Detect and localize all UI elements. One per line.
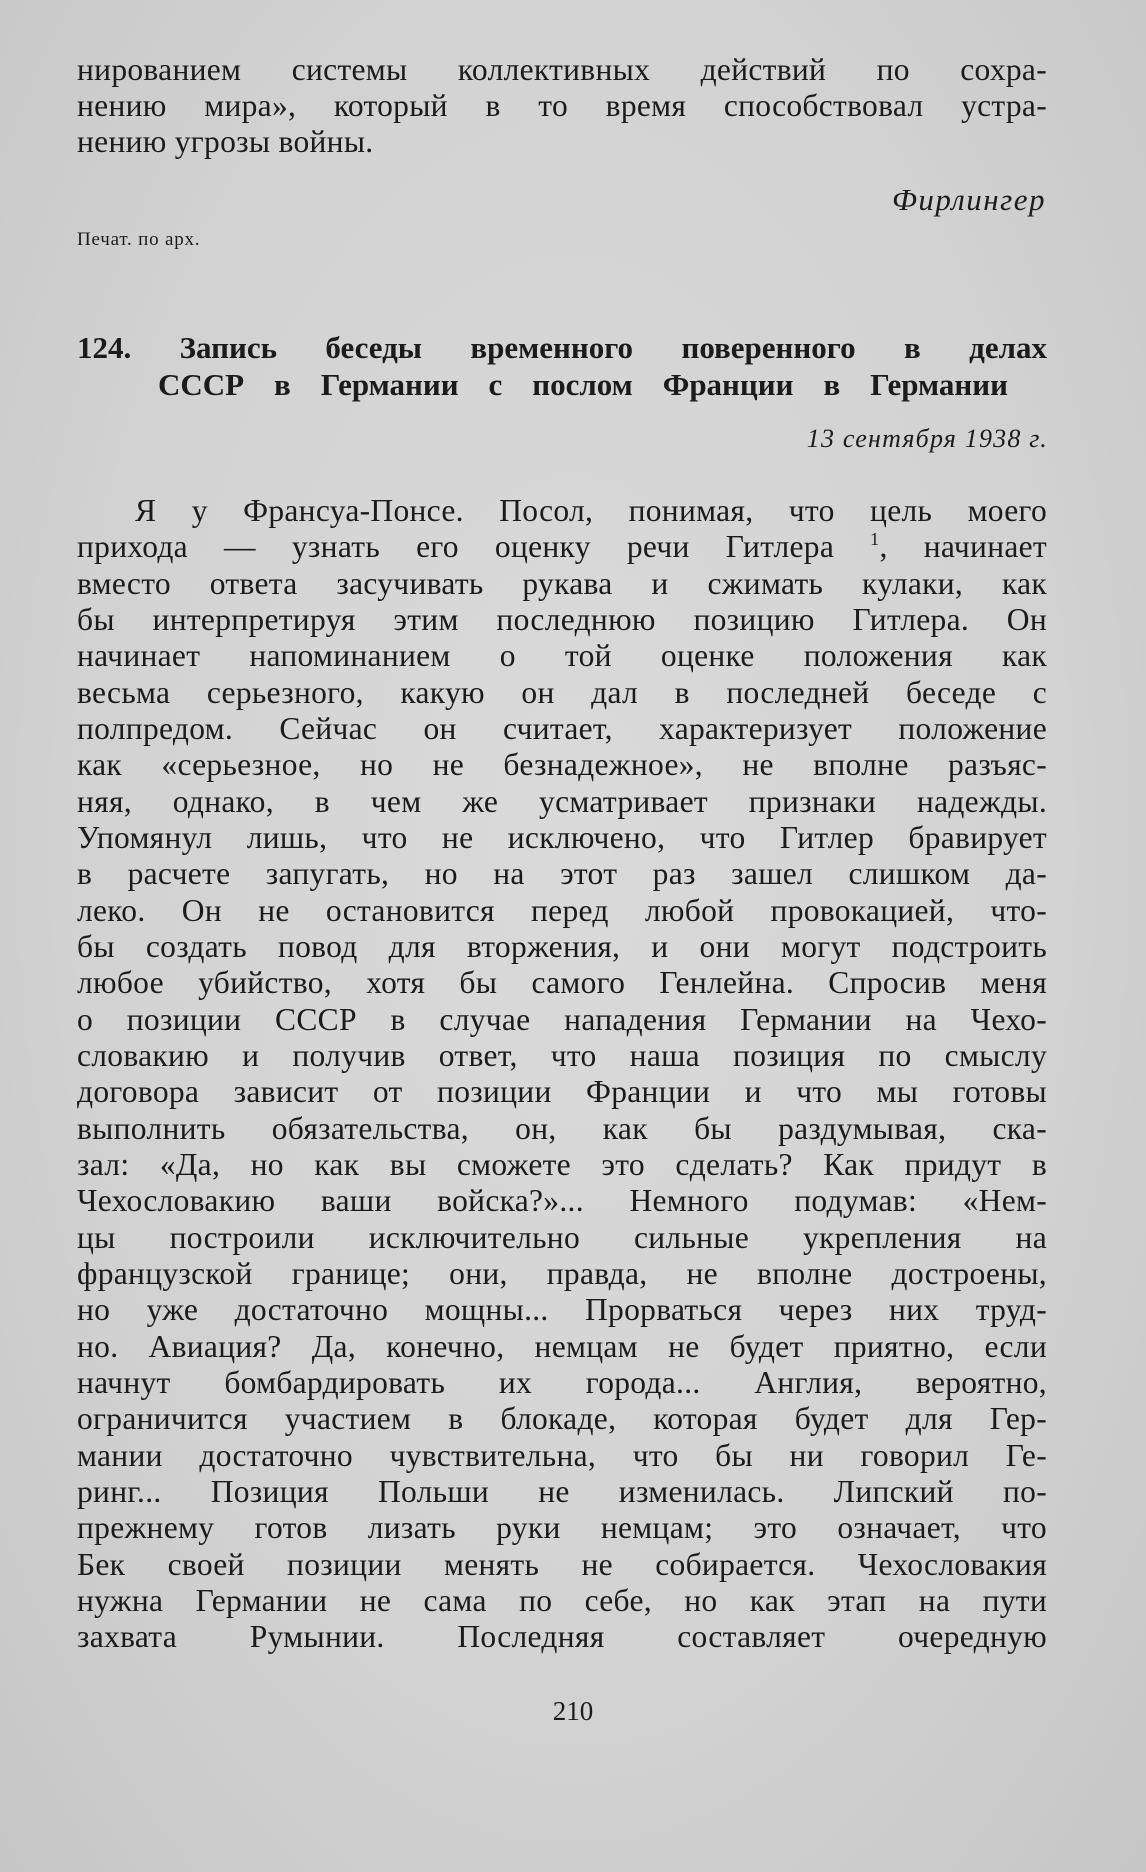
document-title-line-2: СССР в Германии с послом Франции в Германии	[158, 367, 1008, 402]
body-line-3: вместо ответа засучивать рукава и сжимать кулаки, как	[77, 566, 1047, 601]
body-line-1: Я у Франсуа-Понсе. Посол, понимая, что цель моего	[135, 493, 1047, 528]
body-line-31: нужна Германии не сама по себе, но как этап на пути	[77, 1583, 1047, 1618]
body-line-7: полпредом. Сейчас он считает, характеризует положение	[77, 711, 1047, 746]
body-line-10: Упомянул лишь, что не исключено, что Гитлер бравирует	[77, 820, 1047, 855]
body-line-8: как «серьезное, но не безнадежное», не вполне разъяс-	[77, 747, 1047, 782]
body-line-5: начинает напоминанием о той оценке положения как	[77, 638, 1047, 673]
body-line-12: леко. Он не остановится перед любой провокацией, что-	[77, 893, 1047, 928]
body-line-27: мании достаточно чувствительна, что бы ни говорил Ге-	[77, 1438, 1047, 1473]
body-line-26: ограничится участием в блокаде, которая будет для Гер-	[77, 1401, 1047, 1436]
body-line-16: словакию и получив ответ, что наша позиция по смыслу	[77, 1038, 1047, 1073]
body-line-21: цы построили исключительно сильные укрепления на	[77, 1220, 1047, 1255]
body-line-30: Бек своей позиции менять не собирается. Чехословакия	[77, 1547, 1047, 1582]
body-line-4: бы интерпретируя этим последнюю позицию Гитлера. Он	[77, 602, 1047, 637]
document-date: 13 сентября 1938 г.	[806, 424, 1048, 453]
body-line-23: но уже достаточно мощны... Прорваться через них труд-	[77, 1292, 1047, 1327]
body-line-17: договора зависит от позиции Франции и что мы готовы	[77, 1074, 1047, 1109]
body-line-13: бы создать повод для вторжения, и они могут подстроить	[77, 929, 1047, 964]
top-line-2: нению мира», который в то время способствовал устра-	[77, 88, 1047, 123]
source-note: Печат. по арх.	[77, 229, 201, 250]
page-number: 210	[552, 1696, 594, 1726]
body-line-20: Чехословакию ваши войска?»... Немного подумав: «Нем-	[77, 1183, 1047, 1218]
body-line-2-text: прихода — узнать его оценку речи Гитлера	[77, 529, 835, 564]
body-line-11: в расчете запугать, но на этот раз зашел слишком да-	[77, 856, 1047, 891]
body-line-22: французской границе; они, правда, не вполне достроены,	[77, 1256, 1047, 1291]
body-line-14: любое убийство, хотя бы самого Генлейна. Спросив меня	[77, 965, 1047, 1000]
top-line-1: нированием системы коллективных действий по сохра-	[77, 52, 1047, 87]
body-line-24: но. Авиация? Да, конечно, немцам не будет приятно, если	[77, 1329, 1047, 1364]
top-line-3: нению угрозы войны.	[77, 124, 374, 159]
body-line-18: выполнить обязательства, он, как бы раздумывая, ска-	[77, 1111, 1047, 1146]
body-line-2-tail: , начинает	[879, 529, 1047, 564]
body-line-2	[77, 529, 1047, 565]
footnote-ref: 1	[870, 529, 880, 549]
body-line-28: ринг... Позиция Польши не изменилась. Липский по-	[77, 1474, 1047, 1509]
body-line-25: начнут бомбардировать их города... Англия, вероятно,	[77, 1365, 1047, 1400]
body-line-6: весьма серьезного, какую он дал в последней беседе с	[77, 675, 1047, 710]
document-title-line-1: 124. Запись беседы временного поверенного в делах	[77, 330, 1047, 365]
body-line-29: прежнему готов лизать руки немцам; это означает, что	[77, 1510, 1047, 1545]
body-line-9: няя, однако, в чем же усматривает признаки надежды.	[77, 784, 1047, 819]
body-line-15: о позиции СССР в случае нападения Германии на Чехо-	[77, 1002, 1047, 1037]
signature: Фирлингер	[892, 182, 1046, 217]
body-line-19: зал: «Да, но как вы сможете это сделать? Как придут в	[77, 1147, 1047, 1182]
body-line-32: захвата Румынии. Последняя составляет очередную	[77, 1619, 1047, 1654]
